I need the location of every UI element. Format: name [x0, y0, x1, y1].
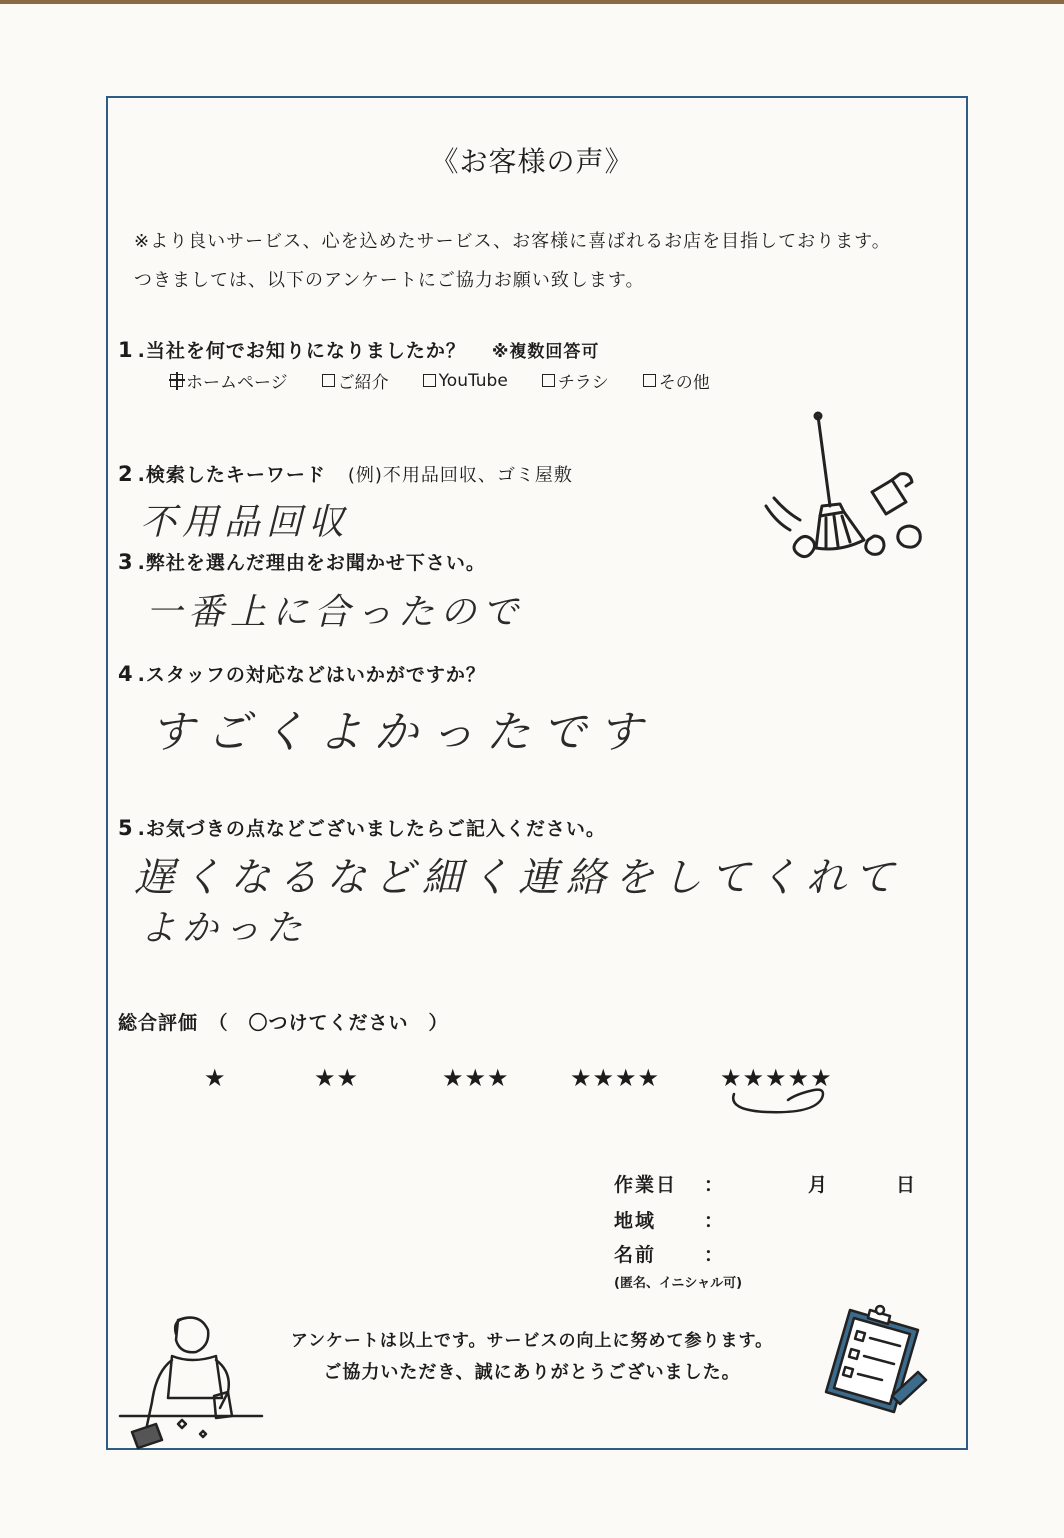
answer-4-handwritten: すごくよかったです	[150, 707, 654, 758]
closing-line-2: ご協力いただき、誠にありがとうございました。	[323, 1362, 741, 1383]
question-2	[118, 460, 573, 487]
clipboard-checklist-icon	[822, 1300, 932, 1420]
broom-icon	[760, 410, 940, 580]
question-1-number: 1	[118, 338, 134, 362]
option-label: YouTube	[438, 370, 508, 391]
region-label: 地域	[614, 1210, 657, 1232]
rating-5-stars[interactable]: ★★★★★	[720, 1064, 833, 1092]
question-3-text: .弊社を選んだ理由をお聞かせ下さい。	[137, 552, 486, 574]
question-3	[118, 548, 486, 575]
question-4-number: 4	[118, 662, 134, 686]
region-colon: ：	[704, 1210, 726, 1232]
option-label: ご紹介	[337, 373, 389, 393]
option-label: その他	[658, 373, 710, 393]
work-date-month: 月	[808, 1174, 830, 1196]
work-date-colon: ：	[704, 1174, 726, 1196]
answer-5-line-2: よかった	[140, 908, 309, 949]
question-4	[118, 660, 486, 687]
checkbox-checked-icon[interactable]	[170, 374, 183, 387]
name-colon: ：	[704, 1244, 726, 1266]
rating-3-stars[interactable]: ★★★	[442, 1064, 510, 1092]
question-1-note: ※複数回答可	[491, 342, 600, 362]
option-other[interactable]	[643, 368, 710, 393]
question-3-number: 3	[118, 550, 134, 574]
rating-label: 総合評価 （ 〇つけてください ）	[118, 1012, 449, 1034]
survey-frame	[106, 96, 968, 1450]
work-date-day: 日	[896, 1174, 918, 1196]
answer-2-handwritten: 不用品回収	[140, 502, 351, 543]
option-referral[interactable]	[322, 368, 389, 393]
option-youtube[interactable]	[423, 368, 508, 393]
question-4-text: .スタッフの対応などはいかがですか？	[137, 664, 486, 686]
question-5	[118, 814, 606, 841]
question-5-number: 5	[118, 816, 134, 840]
option-label: チラシ	[557, 373, 609, 393]
name-label: 名前	[614, 1244, 657, 1266]
name-note: (匿名、イニシャル可)	[614, 1276, 743, 1291]
option-flyer[interactable]	[542, 368, 609, 393]
question-5-text: .お気づきの点などございましたらご記入ください。	[137, 818, 606, 840]
intro-line-2: つきましては、以下のアンケートにご協力お願い致します。	[134, 270, 645, 291]
checkbox-icon[interactable]	[322, 374, 335, 387]
source-options	[170, 368, 744, 393]
checkbox-icon[interactable]	[643, 374, 656, 387]
question-1	[118, 336, 599, 363]
question-2-number: 2	[118, 462, 134, 486]
work-date-label: 作業日	[614, 1174, 678, 1196]
question-2-example: (例)不用品回収、ゴミ屋敷	[347, 465, 573, 486]
rating-4-stars[interactable]: ★★★★	[570, 1064, 661, 1092]
answer-3-handwritten: 一番上に合ったので	[146, 592, 525, 633]
question-2-text: .検索したキーワード	[137, 464, 326, 486]
answer-5-line-1: 遅くなるなど細く連絡をしてくれて	[134, 855, 902, 901]
survey-title: 《お客様の声》	[430, 145, 634, 178]
rating-2-stars[interactable]: ★★	[314, 1064, 360, 1092]
rating-circle-mark	[726, 1080, 836, 1120]
question-1-text: .当社を何でお知りになりましたか？	[137, 340, 466, 362]
intro-line-1: ※より良いサービス、心を込めたサービス、お客様に喜ばれるお店を目指しております。	[134, 231, 891, 252]
rating-1-star[interactable]: ★	[204, 1064, 227, 1092]
checkbox-icon[interactable]	[423, 374, 436, 387]
closing-line-1: アンケートは以上です。サービスの向上に努めて参ります。	[290, 1331, 774, 1351]
cleaning-worker-icon	[116, 1312, 266, 1452]
checkbox-icon[interactable]	[542, 374, 555, 387]
option-label: ホームページ	[186, 373, 288, 393]
option-homepage[interactable]	[170, 368, 288, 393]
